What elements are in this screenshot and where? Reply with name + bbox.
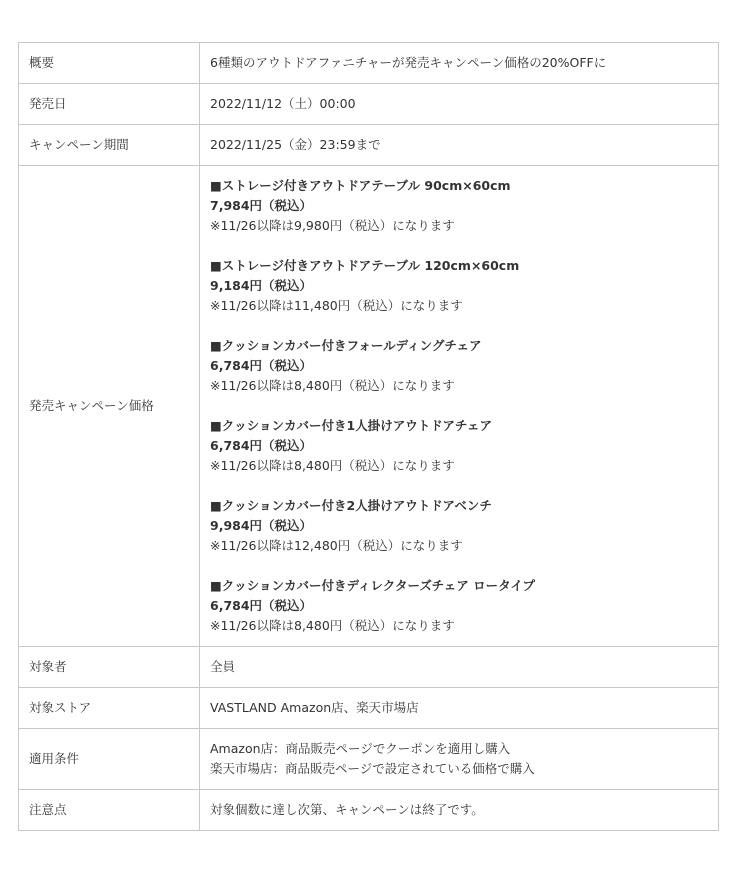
campaign-period-value: 2022/11/25（金）23:59まで	[200, 125, 719, 166]
product-note: ※11/26以降は11,480円（税込）になります	[210, 298, 463, 313]
product-name: ■クッションカバー付き2人掛けアウトドアベンチ	[210, 498, 492, 513]
product-item	[210, 496, 708, 556]
target-label: 対象者	[19, 647, 200, 688]
table-row-stores	[19, 688, 719, 729]
condition-line-rakuten: 楽天市場店：商品販売ページで設定されている価格で購入	[210, 761, 535, 776]
product-price: 6,784円（税込）	[210, 598, 313, 613]
table-row-target	[19, 647, 719, 688]
product-item	[210, 256, 708, 316]
notes-label: 注意点	[19, 790, 200, 831]
stores-label: 対象ストア	[19, 688, 200, 729]
conditions-label: 適用条件	[19, 729, 200, 790]
table-row-notes	[19, 790, 719, 831]
campaign-info-table	[18, 42, 719, 831]
product-price: 9,984円（税込）	[210, 518, 313, 533]
product-name: ■クッションカバー付きフォールディングチェア	[210, 338, 482, 353]
campaign-period-label: キャンペーン期間	[19, 125, 200, 166]
overview-label: 概要	[19, 43, 200, 84]
target-value: 全員	[200, 647, 719, 688]
product-item	[210, 176, 708, 236]
condition-line-amazon: Amazon店：商品販売ページでクーポンを適用し購入	[210, 741, 511, 756]
product-name: ■ストレージ付きアウトドアテーブル 120cm×60cm	[210, 258, 520, 273]
product-price: 6,784円（税込）	[210, 438, 313, 453]
conditions-value	[200, 729, 719, 790]
table-row-campaign-period	[19, 125, 719, 166]
table-row-campaign-price	[19, 166, 719, 647]
notes-value: 対象個数に達し次第、キャンペーンは終了です。	[200, 790, 719, 831]
product-name: ■クッションカバー付きディレクターズチェア ロータイプ	[210, 578, 536, 593]
table-row-overview	[19, 43, 719, 84]
product-note: ※11/26以降は8,480円（税込）になります	[210, 458, 455, 473]
product-name: ■ストレージ付きアウトドアテーブル 90cm×60cm	[210, 178, 511, 193]
product-note: ※11/26以降は8,480円（税込）になります	[210, 618, 455, 633]
table-row-conditions	[19, 729, 719, 790]
product-note: ※11/26以降は12,480円（税込）になります	[210, 538, 463, 553]
product-note: ※11/26以降は9,980円（税込）になります	[210, 218, 455, 233]
product-price: 9,184円（税込）	[210, 278, 313, 293]
campaign-price-label: 発売キャンペーン価格	[19, 166, 200, 647]
product-price: 7,984円（税込）	[210, 198, 313, 213]
overview-value: 6種類のアウトドアファニチャーが発売キャンペーン価格の20%OFFに	[200, 43, 719, 84]
product-name: ■クッションカバー付き1人掛けアウトドアチェア	[210, 418, 493, 433]
product-item	[210, 576, 708, 636]
stores-value: VASTLAND Amazon店、楽天市場店	[200, 688, 719, 729]
product-price: 6,784円（税込）	[210, 358, 313, 373]
product-item	[210, 416, 708, 476]
table-row-release-date	[19, 84, 719, 125]
product-item	[210, 336, 708, 396]
product-note: ※11/26以降は8,480円（税込）になります	[210, 378, 455, 393]
release-date-value: 2022/11/12（土）00:00	[200, 84, 719, 125]
release-date-label: 発売日	[19, 84, 200, 125]
campaign-price-list	[200, 166, 719, 647]
